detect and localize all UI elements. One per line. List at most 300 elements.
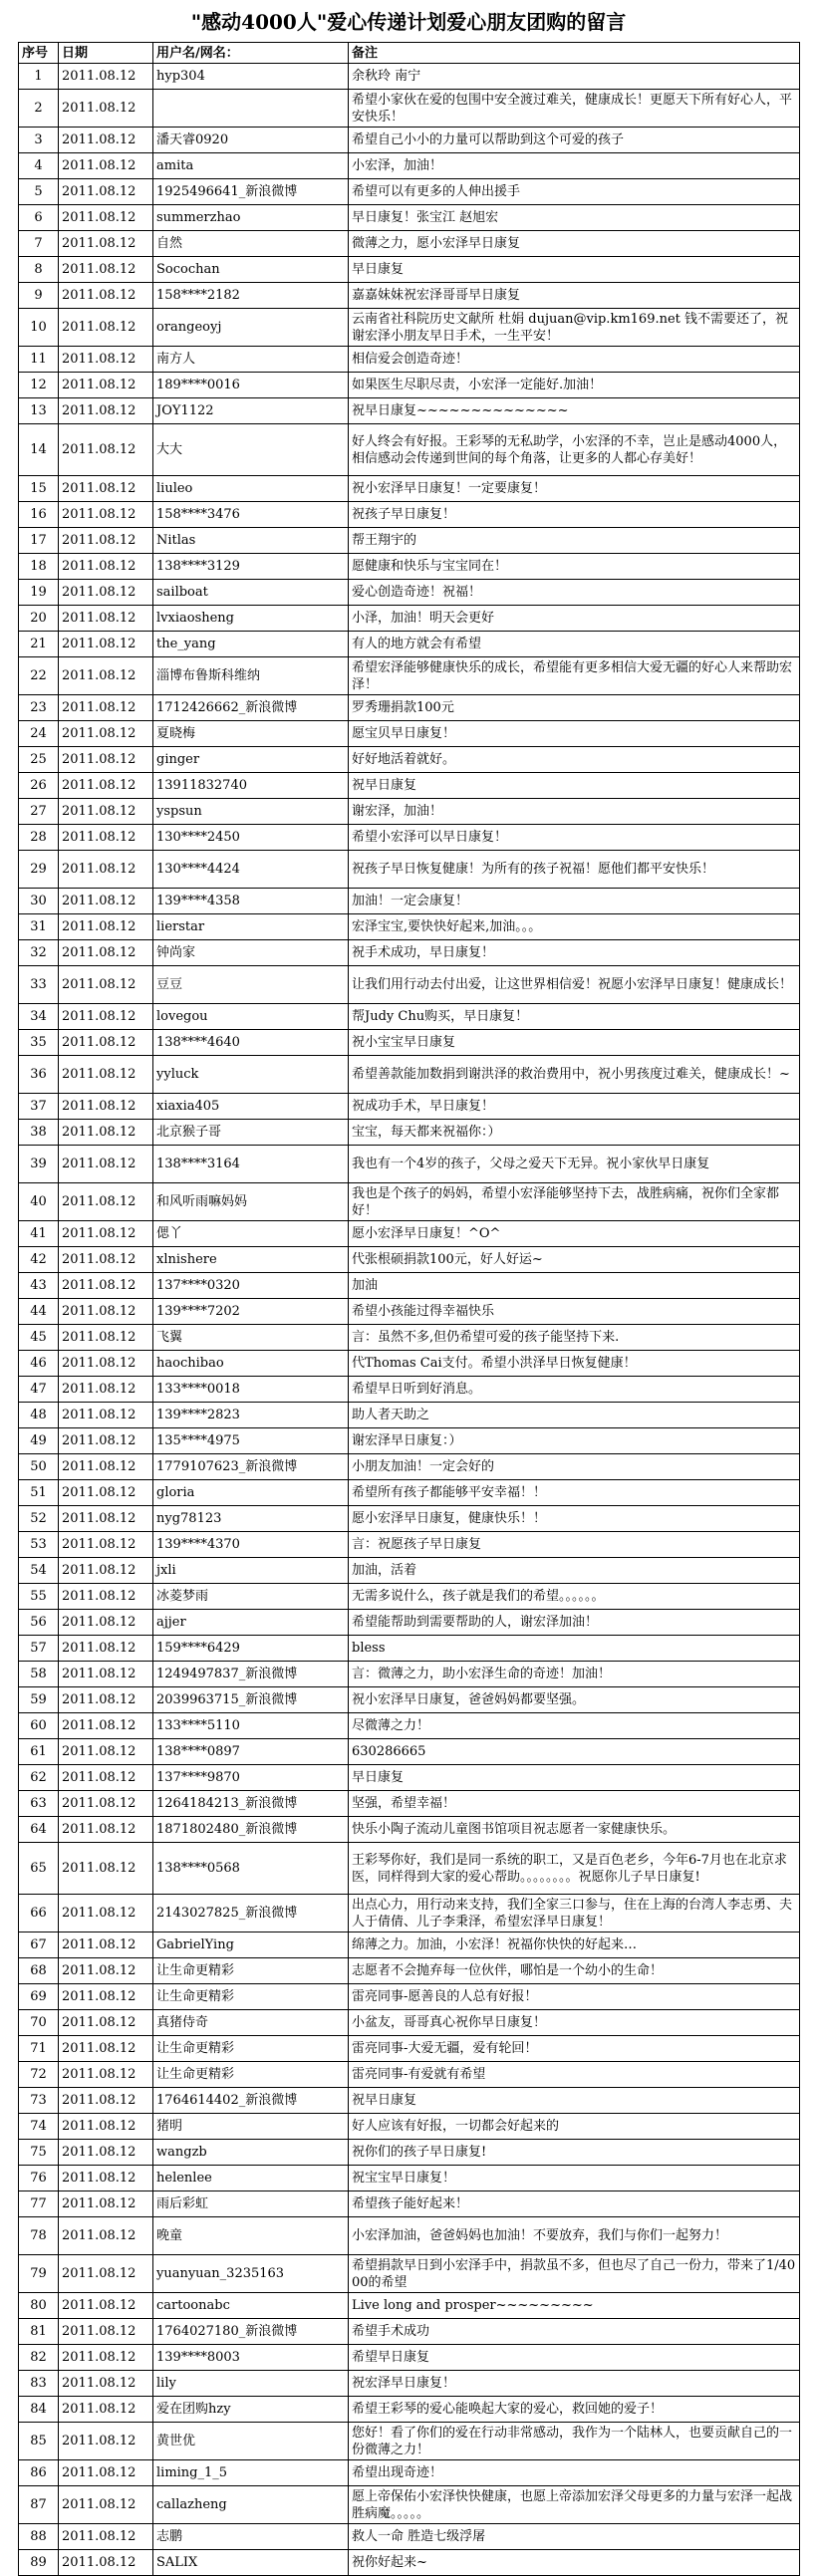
row-date: 2011.08.12	[59, 179, 153, 205]
row-username: 139****7202	[153, 1299, 349, 1325]
table-row	[19, 64, 800, 90]
row-username: 133****5110	[153, 1713, 349, 1739]
row-username: sailboat	[153, 580, 349, 606]
table-row	[19, 424, 800, 476]
table-row	[19, 2088, 800, 2114]
row-date: 2011.08.12	[59, 2319, 153, 2345]
row-username: 1764027180_新浪微博	[153, 2319, 349, 2345]
row-note: 祝早日康复~~~~~~~~~~~~~~	[349, 398, 800, 424]
row-date: 2011.08.12	[59, 2191, 153, 2217]
row-username: haochibao	[153, 1351, 349, 1377]
table-row	[19, 554, 800, 580]
row-username: 晚童	[153, 2217, 349, 2255]
row-username: 139****4370	[153, 1532, 349, 1558]
row-username: gloria	[153, 1480, 349, 1506]
table-row	[19, 257, 800, 283]
table-row	[19, 476, 800, 502]
row-number: 55	[19, 1584, 59, 1610]
row-note: 祝你好起来~	[349, 2550, 800, 2576]
row-note: 祝早日康复	[349, 773, 800, 799]
table-row	[19, 2114, 800, 2140]
row-username: 真猪侍奇	[153, 2010, 349, 2036]
row-date: 2011.08.12	[59, 1004, 153, 1030]
row-number: 12	[19, 373, 59, 398]
row-note: 愿宝贝早日康复！	[349, 721, 800, 747]
table-row	[19, 1403, 800, 1428]
row-note: 希望小孩能过得幸福快乐	[349, 1299, 800, 1325]
table-row	[19, 657, 800, 695]
row-username: 139****4358	[153, 889, 349, 914]
row-username: helenlee	[153, 2166, 349, 2191]
table-row	[19, 283, 800, 309]
row-note: 坚强，希望幸福！	[349, 1791, 800, 1817]
row-number: 45	[19, 1325, 59, 1351]
row-note: 希望自己小小的力量可以帮助到这个可爱的孩子	[349, 128, 800, 153]
row-date: 2011.08.12	[59, 580, 153, 606]
row-number: 3	[19, 128, 59, 153]
row-username: wangzb	[153, 2140, 349, 2166]
row-username: ginger	[153, 747, 349, 773]
row-date: 2011.08.12	[59, 1325, 153, 1351]
row-username: 让生命更精彩	[153, 1958, 349, 1984]
row-number: 74	[19, 2114, 59, 2140]
row-date: 2011.08.12	[59, 1843, 153, 1895]
row-username: xlnishere	[153, 1247, 349, 1273]
row-date: 2011.08.12	[59, 1056, 153, 1094]
row-number: 16	[19, 502, 59, 528]
row-number: 56	[19, 1610, 59, 1636]
table-row	[19, 153, 800, 179]
row-note: bless	[349, 1636, 800, 1662]
row-number: 47	[19, 1377, 59, 1403]
row-note: 绵薄之力。加油，小宏泽！祝福你快快的好起来…	[349, 1932, 800, 1958]
row-number: 49	[19, 1428, 59, 1454]
row-note: 谢宏泽早日康复：）	[349, 1428, 800, 1454]
row-username: JOY1122	[153, 398, 349, 424]
row-date: 2011.08.12	[59, 2460, 153, 2486]
row-note: 余秋玲 南宁	[349, 64, 800, 90]
row-note: 雷亮同事-大爱无疆，爱有轮回！	[349, 2036, 800, 2062]
table-row	[19, 231, 800, 257]
table-row	[19, 1221, 800, 1247]
row-username: 189****0016	[153, 373, 349, 398]
row-username: 2039963715_新浪微博	[153, 1687, 349, 1713]
row-note: 630286665	[349, 1739, 800, 1765]
row-username: 冰菱梦雨	[153, 1584, 349, 1610]
row-username: 137****9870	[153, 1765, 349, 1791]
table-row	[19, 773, 800, 799]
table-row	[19, 1817, 800, 1843]
row-date: 2011.08.12	[59, 2524, 153, 2550]
table-row	[19, 2524, 800, 2550]
row-date: 2011.08.12	[59, 1377, 153, 1403]
table-row	[19, 825, 800, 851]
row-username: 138****4640	[153, 1030, 349, 1056]
row-note: 希望小宏泽可以早日康复！	[349, 825, 800, 851]
row-number: 75	[19, 2140, 59, 2166]
row-date: 2011.08.12	[59, 424, 153, 476]
row-username: 1871802480_新浪微博	[153, 1817, 349, 1843]
row-date: 2011.08.12	[59, 1273, 153, 1299]
row-note: 愿健康和快乐与宝宝同在！	[349, 554, 800, 580]
row-date: 2011.08.12	[59, 1403, 153, 1428]
row-number: 1	[19, 64, 59, 90]
row-username: yuanyuan_3235163	[153, 2255, 349, 2293]
row-username: cartoonabc	[153, 2293, 349, 2319]
row-username: 自然	[153, 231, 349, 257]
row-date: 2011.08.12	[59, 2255, 153, 2293]
row-date: 2011.08.12	[59, 606, 153, 632]
table-row	[19, 2293, 800, 2319]
row-note: 希望宏泽能够健康快乐的成长，希望能有更多相信大爱无疆的好心人来帮助宏泽！	[349, 657, 800, 695]
row-number: 73	[19, 2088, 59, 2114]
row-username: 139****2823	[153, 1403, 349, 1428]
table-header	[19, 43, 800, 64]
row-username: 让生命更精彩	[153, 2036, 349, 2062]
row-number: 82	[19, 2345, 59, 2371]
row-note: 祝孩子早日恢复健康！为所有的孩子祝福！愿他们都平安快乐！	[349, 851, 800, 889]
row-date: 2011.08.12	[59, 1030, 153, 1056]
table-row	[19, 373, 800, 398]
row-number: 20	[19, 606, 59, 632]
row-note: 希望王彩琴的爱心能唤起大家的爱心，救回她的爱子！	[349, 2397, 800, 2423]
row-number: 60	[19, 1713, 59, 1739]
row-number: 53	[19, 1532, 59, 1558]
row-date: 2011.08.12	[59, 1895, 153, 1932]
row-date: 2011.08.12	[59, 657, 153, 695]
row-username: 黄世优	[153, 2423, 349, 2460]
row-number: 48	[19, 1403, 59, 1428]
row-number: 15	[19, 476, 59, 502]
table-row	[19, 889, 800, 914]
row-username: 南方人	[153, 347, 349, 373]
row-date: 2011.08.12	[59, 1094, 153, 1120]
row-username: 158****2182	[153, 283, 349, 309]
row-number: 37	[19, 1094, 59, 1120]
row-note: 愿小宏泽早日康复！^O^	[349, 1221, 800, 1247]
row-note: 祝小宏泽早日康复，爸爸妈妈都要坚强。	[349, 1687, 800, 1713]
table-row	[19, 2397, 800, 2423]
row-date: 2011.08.12	[59, 851, 153, 889]
row-note: 嘉嘉妹妹祝宏泽哥哥早日康复	[349, 283, 800, 309]
row-date: 2011.08.12	[59, 1480, 153, 1506]
row-note: Live long and prosper~~~~~~~~~	[349, 2293, 800, 2319]
table-row	[19, 632, 800, 657]
row-date: 2011.08.12	[59, 1636, 153, 1662]
row-note: 如果医生尽职尽责，小宏泽一定能好.加油！	[349, 373, 800, 398]
row-number: 30	[19, 889, 59, 914]
table-row	[19, 2460, 800, 2486]
row-username: 1925496641_新浪微博	[153, 179, 349, 205]
row-username: 13911832740	[153, 773, 349, 799]
row-username: lvxiaosheng	[153, 606, 349, 632]
row-note: 祝手术成功，早日康复！	[349, 940, 800, 966]
table-row	[19, 2550, 800, 2576]
row-number: 61	[19, 1739, 59, 1765]
header-user: 用户名/网名：	[153, 43, 349, 64]
row-number: 69	[19, 1984, 59, 2010]
row-date: 2011.08.12	[59, 2036, 153, 2062]
row-number: 5	[19, 179, 59, 205]
row-username: yspsun	[153, 799, 349, 825]
row-username: SALIX	[153, 2550, 349, 2576]
row-number: 78	[19, 2217, 59, 2255]
table-row	[19, 1004, 800, 1030]
row-number: 84	[19, 2397, 59, 2423]
row-date: 2011.08.12	[59, 2062, 153, 2088]
row-username: nyg78123	[153, 1506, 349, 1532]
row-note: 好好地活着就好。	[349, 747, 800, 773]
row-username: 138****0897	[153, 1739, 349, 1765]
row-number: 21	[19, 632, 59, 657]
row-note: 志愿者不会抛弃每一位伙伴，哪怕是一个幼小的生命！	[349, 1958, 800, 1984]
row-note: 宏泽宝宝,要快快好起来,加油。。。	[349, 914, 800, 940]
table-row	[19, 2217, 800, 2255]
table-row	[19, 1056, 800, 1094]
row-number: 17	[19, 528, 59, 554]
row-username: 159****6429	[153, 1636, 349, 1662]
table-row	[19, 347, 800, 373]
table-row	[19, 940, 800, 966]
row-number: 31	[19, 914, 59, 940]
row-username: liuleo	[153, 476, 349, 502]
row-number: 4	[19, 153, 59, 179]
row-note: 希望可以有更多的人伸出援手	[349, 179, 800, 205]
table-row	[19, 1932, 800, 1958]
row-number: 86	[19, 2460, 59, 2486]
row-username: 偲丫	[153, 1221, 349, 1247]
row-note: 无需多说什么，孩子就是我们的希望。。。。。。	[349, 1584, 800, 1610]
row-date: 2011.08.12	[59, 966, 153, 1004]
row-date: 2011.08.12	[59, 502, 153, 528]
row-number: 32	[19, 940, 59, 966]
row-note: 希望所有孩子都能够平安幸福！！	[349, 1480, 800, 1506]
row-number: 25	[19, 747, 59, 773]
row-number: 11	[19, 347, 59, 373]
row-number: 89	[19, 2550, 59, 2576]
row-note: 帮王翔宇的	[349, 528, 800, 554]
row-username: 让生命更精彩	[153, 1984, 349, 2010]
row-note: 助人者天助之	[349, 1403, 800, 1428]
table-row	[19, 1958, 800, 1984]
row-number: 76	[19, 2166, 59, 2191]
row-username: 138****3164	[153, 1146, 349, 1183]
row-date: 2011.08.12	[59, 695, 153, 721]
row-date: 2011.08.12	[59, 1428, 153, 1454]
row-number: 26	[19, 773, 59, 799]
row-number: 51	[19, 1480, 59, 1506]
row-number: 8	[19, 257, 59, 283]
table-row	[19, 695, 800, 721]
row-note: 早日康复！张宝江 赵旭宏	[349, 205, 800, 231]
row-number: 72	[19, 2062, 59, 2088]
row-date: 2011.08.12	[59, 825, 153, 851]
row-note: 爱心创造奇迹！祝福！	[349, 580, 800, 606]
table-row	[19, 1183, 800, 1221]
row-note: 我也是个孩子的妈妈，希望小宏泽能够坚持下去，战胜病痛，祝你们全家都好！	[349, 1183, 800, 1221]
table-row	[19, 966, 800, 1004]
row-username: Socochan	[153, 257, 349, 283]
row-number: 83	[19, 2371, 59, 2397]
row-note: 加油	[349, 1273, 800, 1299]
row-note: 祝你们的孩子早日康复!	[349, 2140, 800, 2166]
row-note: 尽微薄之力！	[349, 1713, 800, 1739]
row-date: 2011.08.12	[59, 1713, 153, 1739]
row-number: 64	[19, 1817, 59, 1843]
row-note: 愿上帝保佑小宏泽快快健康，也愿上帝添加宏泽父母更多的力量与宏泽一起战胜病魔。。。。。	[349, 2486, 800, 2524]
row-number: 54	[19, 1558, 59, 1584]
row-note: 祝早日康复	[349, 2088, 800, 2114]
row-username: hyp304	[153, 64, 349, 90]
row-note: 祝宝宝早日康复！	[349, 2166, 800, 2191]
row-date: 2011.08.12	[59, 1120, 153, 1146]
row-number: 7	[19, 231, 59, 257]
table-row	[19, 1094, 800, 1120]
row-date: 2011.08.12	[59, 90, 153, 128]
row-username: 138****3129	[153, 554, 349, 580]
table-row	[19, 502, 800, 528]
row-note: 祝成功手术，早日康复！	[349, 1094, 800, 1120]
row-note: 快乐小陶子流动儿童图书馆项目祝志愿者一家健康快乐。	[349, 1817, 800, 1843]
row-date: 2011.08.12	[59, 799, 153, 825]
row-number: 81	[19, 2319, 59, 2345]
table-row	[19, 205, 800, 231]
row-note: 微薄之力，愿小宏泽早日康复	[349, 231, 800, 257]
table-row	[19, 1636, 800, 1662]
table-row	[19, 606, 800, 632]
table-row	[19, 528, 800, 554]
row-date: 2011.08.12	[59, 2293, 153, 2319]
row-username: 158****3476	[153, 502, 349, 528]
table-row	[19, 1120, 800, 1146]
row-username: 130****2450	[153, 825, 349, 851]
row-date: 2011.08.12	[59, 1984, 153, 2010]
table-row	[19, 1325, 800, 1351]
row-username: 1249497837_新浪微博	[153, 1662, 349, 1687]
row-date: 2011.08.12	[59, 1351, 153, 1377]
row-note: 罗秀珊捐款100元	[349, 695, 800, 721]
row-note: 小盆友，哥哥真心祝你早日康复！	[349, 2010, 800, 2036]
row-date: 2011.08.12	[59, 476, 153, 502]
table-row	[19, 1377, 800, 1403]
table-row	[19, 2191, 800, 2217]
row-note: 小宏泽，加油！	[349, 153, 800, 179]
row-note: 好人应该有好报，一切都会好起来的	[349, 2114, 800, 2140]
row-date: 2011.08.12	[59, 1532, 153, 1558]
row-number: 40	[19, 1183, 59, 1221]
table-row	[19, 2486, 800, 2524]
table-row	[19, 2423, 800, 2460]
row-date: 2011.08.12	[59, 1221, 153, 1247]
row-note: 言：微薄之力，助小宏泽生命的奇迹！加油！	[349, 1662, 800, 1687]
table-row	[19, 309, 800, 347]
row-date: 2011.08.12	[59, 721, 153, 747]
table-row	[19, 1273, 800, 1299]
row-note: 小宏泽加油，爸爸妈妈也加油！不要放弃，我们与你们一起努力！	[349, 2217, 800, 2255]
row-note: 您好！看了你们的爱在行动非常感动，我作为一个陆林人，也要贡献自己的一份微薄之力！	[349, 2423, 800, 2460]
row-username: 130****4424	[153, 851, 349, 889]
row-note: 祝小宏泽早日康复！一定要康复！	[349, 476, 800, 502]
row-username: callazheng	[153, 2486, 349, 2524]
table-row	[19, 1791, 800, 1817]
row-note: 让我们用行动去付出爱，让这世界相信爱！祝愿小宏泽早日康复！健康成长！	[349, 966, 800, 1004]
row-username: 133****0018	[153, 1377, 349, 1403]
header-note: 备注	[349, 43, 800, 64]
messages-table	[18, 42, 800, 2576]
table-row	[19, 1454, 800, 1480]
row-note: 我也有一个4岁的孩子，父母之爱天下无异。祝小家伙早日康复	[349, 1146, 800, 1183]
row-note: 宝宝，每天都来祝福你：）	[349, 1120, 800, 1146]
row-date: 2011.08.12	[59, 1662, 153, 1687]
row-username: 雨后彩虹	[153, 2191, 349, 2217]
row-note: 希望手术成功	[349, 2319, 800, 2345]
row-username: 139****8003	[153, 2345, 349, 2371]
row-date: 2011.08.12	[59, 347, 153, 373]
row-username: 1764614402_新浪微博	[153, 2088, 349, 2114]
table-row	[19, 2319, 800, 2345]
row-note: 代张根硕捐款100元，好人好运~	[349, 1247, 800, 1273]
row-date: 2011.08.12	[59, 632, 153, 657]
row-date: 2011.08.12	[59, 2088, 153, 2114]
row-note: 谢宏泽，加油！	[349, 799, 800, 825]
row-username: 和风听雨嘛妈妈	[153, 1183, 349, 1221]
row-number: 79	[19, 2255, 59, 2293]
row-number: 9	[19, 283, 59, 309]
row-username: 北京猴子哥	[153, 1120, 349, 1146]
row-date: 2011.08.12	[59, 2397, 153, 2423]
row-username: 135****4975	[153, 1428, 349, 1454]
row-username: GabrielYing	[153, 1932, 349, 1958]
row-username: Nitlas	[153, 528, 349, 554]
table-row	[19, 1351, 800, 1377]
table-row	[19, 1739, 800, 1765]
row-number: 67	[19, 1932, 59, 1958]
row-number: 42	[19, 1247, 59, 1273]
row-number: 50	[19, 1454, 59, 1480]
row-number: 88	[19, 2524, 59, 2550]
row-note: 祝宏泽早日康复！	[349, 2371, 800, 2397]
row-note: 救人一命 胜造七级浮屠	[349, 2524, 800, 2550]
row-username: lily	[153, 2371, 349, 2397]
row-number: 43	[19, 1273, 59, 1299]
row-date: 2011.08.12	[59, 1765, 153, 1791]
row-note: 愿小宏泽早日康复，健康快乐！！	[349, 1506, 800, 1532]
row-date: 2011.08.12	[59, 1146, 153, 1183]
row-date: 2011.08.12	[59, 1791, 153, 1817]
row-username: 1712426662_新浪微博	[153, 695, 349, 721]
row-note: 祝小宝宝早日康复	[349, 1030, 800, 1056]
row-note: 希望早日康复	[349, 2345, 800, 2371]
row-username	[153, 90, 349, 128]
row-username: amita	[153, 153, 349, 179]
table-row	[19, 1247, 800, 1273]
row-number: 6	[19, 205, 59, 231]
row-username: 让生命更精彩	[153, 2062, 349, 2088]
table-row	[19, 1984, 800, 2010]
row-number: 10	[19, 309, 59, 347]
row-number: 77	[19, 2191, 59, 2217]
row-number: 85	[19, 2423, 59, 2460]
row-date: 2011.08.12	[59, 2486, 153, 2524]
table-row	[19, 1610, 800, 1636]
row-date: 2011.08.12	[59, 554, 153, 580]
table-row	[19, 2036, 800, 2062]
table-row	[19, 1713, 800, 1739]
row-username: liming_1_5	[153, 2460, 349, 2486]
row-note: 希望早日听到好消息。	[349, 1377, 800, 1403]
row-username: 1779107623_新浪微博	[153, 1454, 349, 1480]
row-date: 2011.08.12	[59, 1584, 153, 1610]
